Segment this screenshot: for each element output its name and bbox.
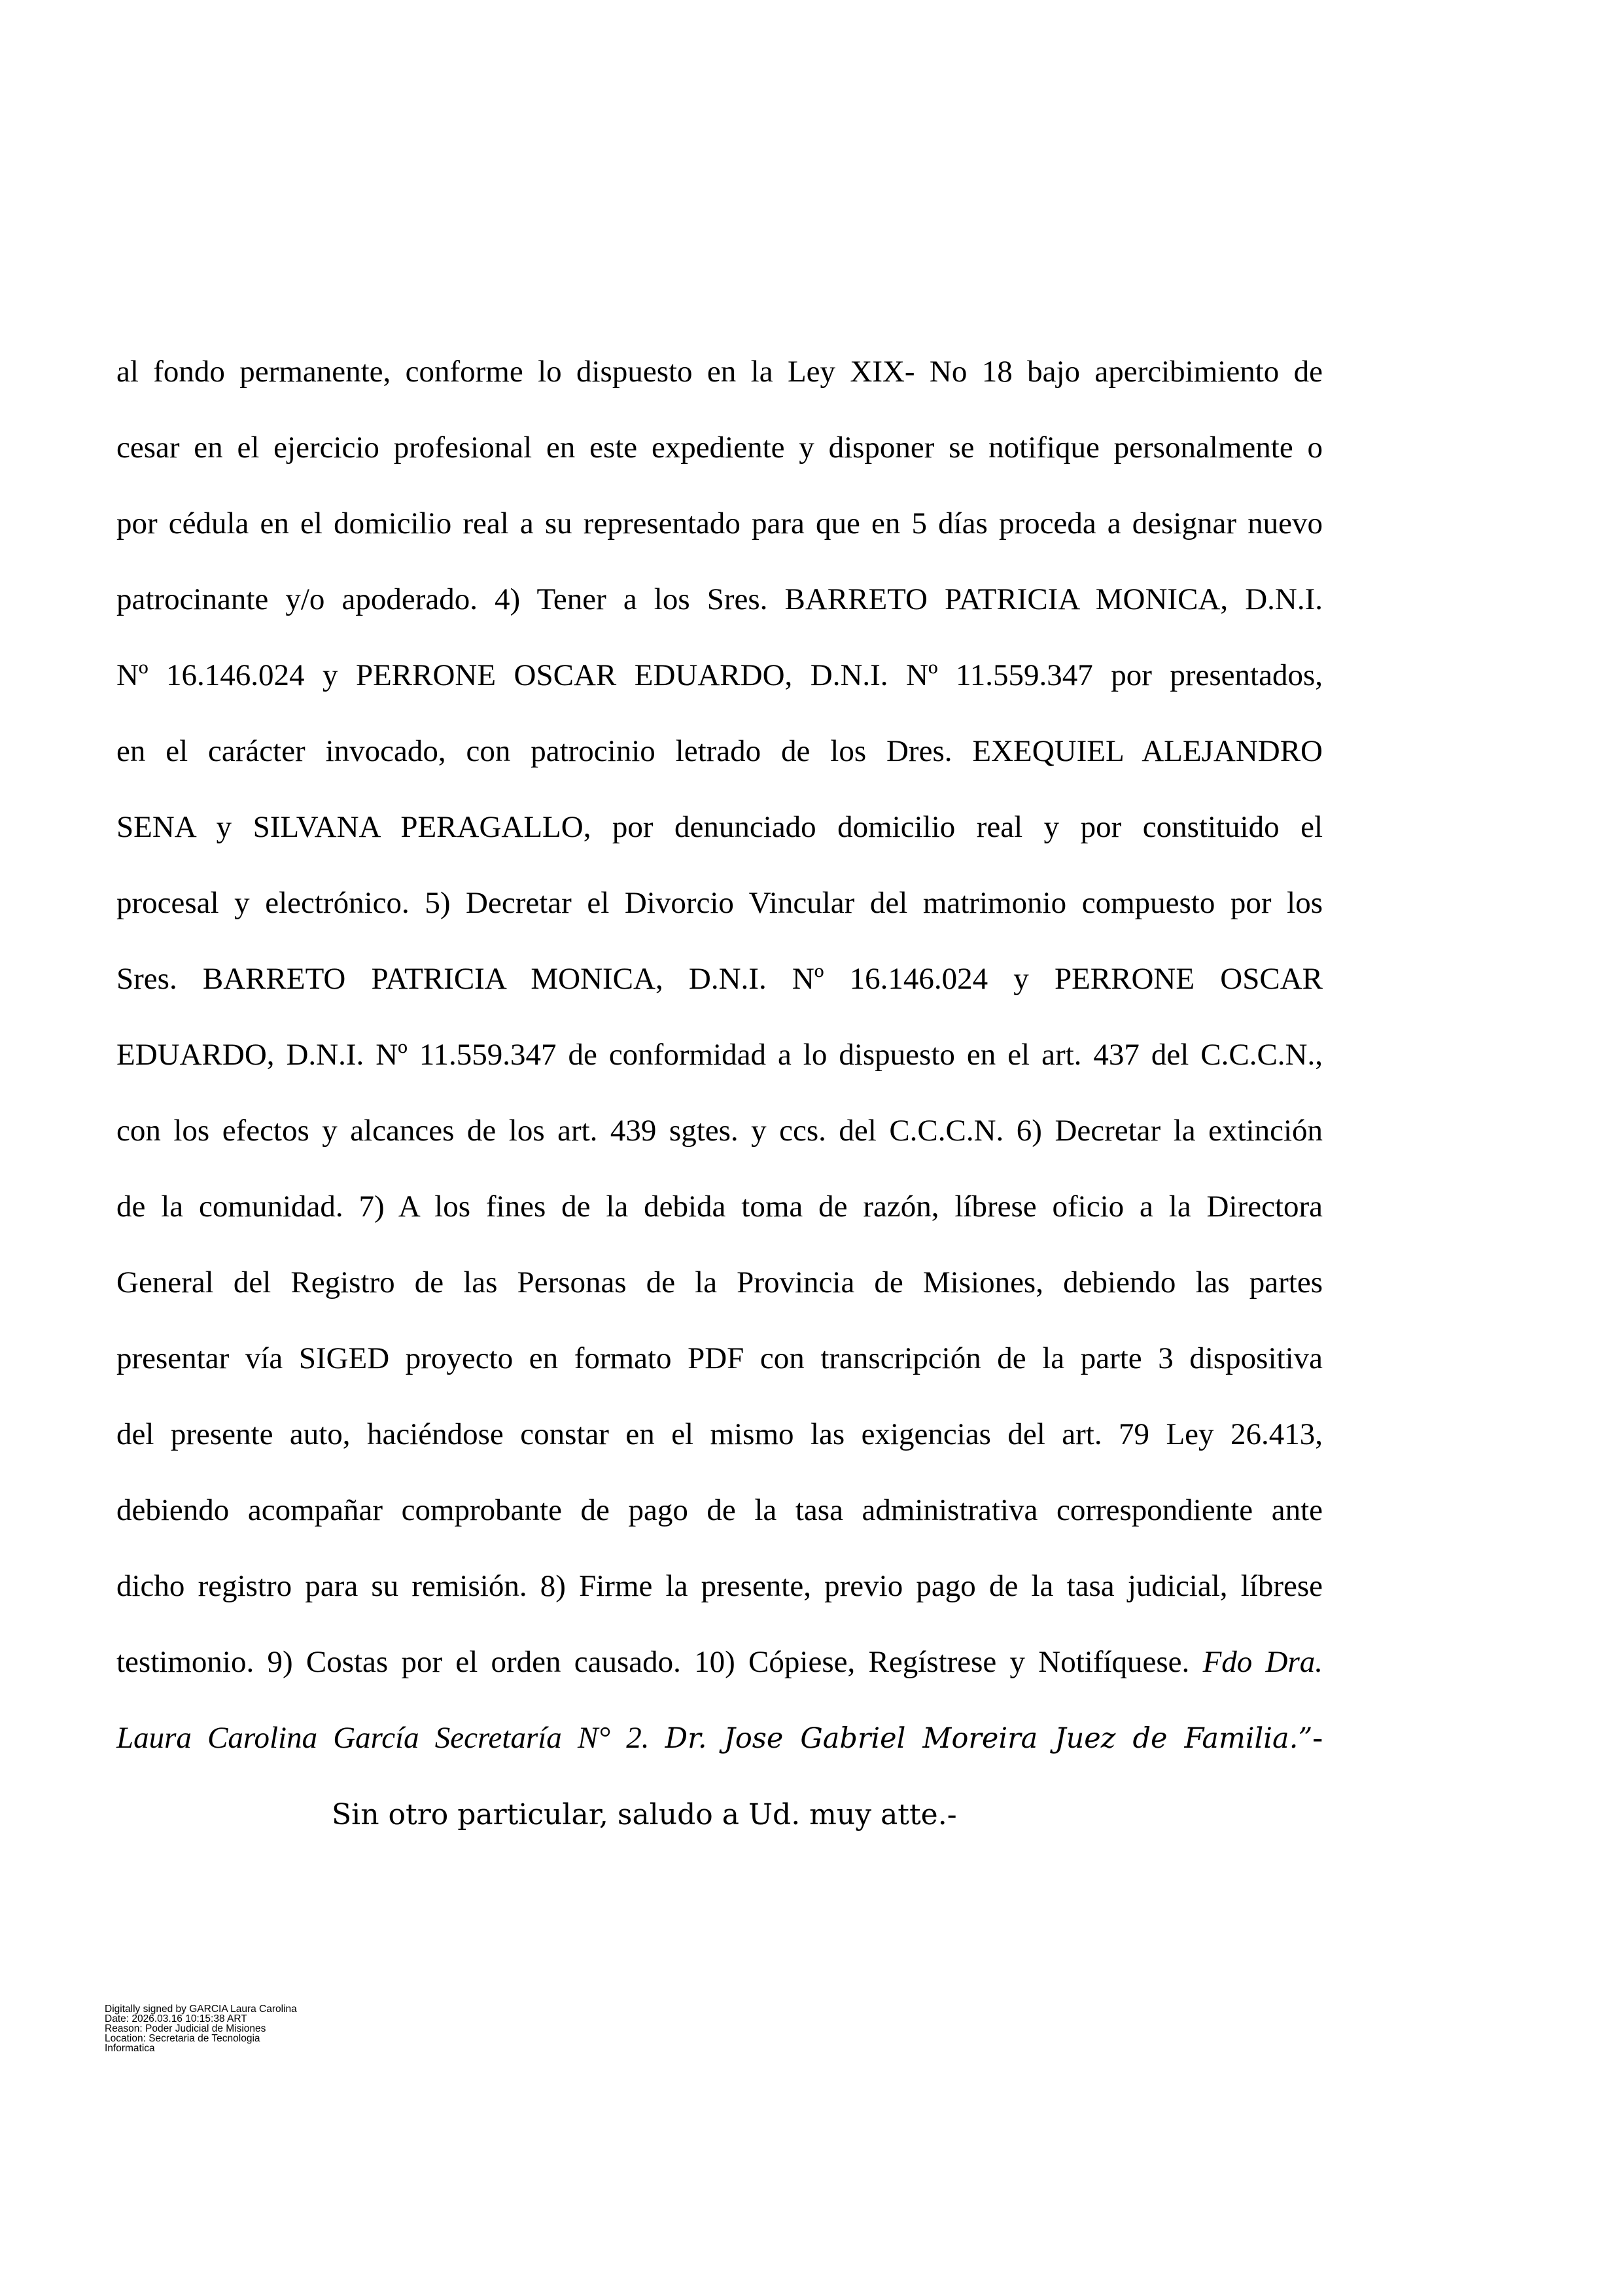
body-line: al fondo permanente, conforme lo dispuesto en la Ley XIX- No 18 bajo apercibimiento de (116, 355, 1323, 389)
body-line: de la comunidad. 7) A los fines de la debida toma de razón, líbrese oficio a la Directora (116, 1190, 1323, 1224)
body-line: General del Registro de las Personas de la Provincia de Misiones, debiendo las partes (116, 1265, 1323, 1299)
signature-location-cont: Informatica (105, 2043, 155, 2054)
body-line: EDUARDO, D.N.I. Nº 11.559.347 de conformidad a lo dispuesto en el art. 437 del C.C.C.N., (116, 1038, 1323, 1072)
body-line: debiendo acompañar comprobante de pago de la tasa administrativa correspondiente ante (116, 1493, 1323, 1527)
body-line: patrocinante y/o apoderado. 4) Tener a los Sres. BARRETO PATRICIA MONICA, D.N.I. (116, 582, 1323, 616)
body-line: con los efectos y alcances de los art. 439 sgtes. y ccs. del C.C.C.N. 6) Decretar la extinción (116, 1114, 1323, 1148)
body-line: SENA y SILVANA PERAGALLO, por denunciado domicilio real y por constituido el (116, 810, 1323, 844)
body-text-segment: testimonio. 9) Costas por el orden causado. 10) Cópiese, Regístrese y Notifíquese. (116, 1645, 1190, 1679)
body-line: dicho registro para su remisión. 8) Firme la presente, previo pago de la tasa judicial, líbrese (116, 1569, 1323, 1603)
signature-reason: Reason: Poder Judicial de Misiones (105, 2023, 266, 2034)
body-line: en el carácter invocado, con patrocinio letrado de los Dres. EXEQUIEL ALEJANDRO (116, 734, 1323, 768)
signed-by-label: Fdo Dra. (1202, 1645, 1323, 1679)
body-line: cesar en el ejercicio profesional en este expediente y disponer se notifique personalmente o (116, 431, 1323, 465)
body-line (116, 1700, 1323, 1776)
closing-salutation: Sin otro particular, saludo a Ud. muy atte.- (332, 1798, 957, 1831)
digital-signature-block (105, 2004, 297, 2053)
secretary-name: Laura Carolina García Secretaría N° 2. (116, 1721, 650, 1755)
dash: - (1312, 1721, 1323, 1755)
signature-location: Location: Secretaria de Tecnologia (105, 2033, 260, 2044)
judge-name: Dr. Jose Gabriel Moreira Juez de Familia.” (665, 1722, 1313, 1755)
body-line: procesal y electrónico. 5) Decretar el Divorcio Vincular del matrimonio compuesto por los (116, 886, 1323, 920)
resolution-body (116, 334, 1323, 1776)
body-line: del presente auto, haciéndose constar en el mismo las exigencias del art. 79 Ley 26.413, (116, 1417, 1323, 1451)
signature-signer: Digitally signed by GARCIA Laura Carolina (105, 2004, 297, 2015)
body-line (116, 1624, 1323, 1700)
body-line: por cédula en el domicilio real a su representado para que en 5 días proceda a designar nuevo (116, 506, 1323, 540)
body-line: Nº 16.146.024 y PERRONE OSCAR EDUARDO, D.N.I. Nº 11.559.347 por presentados, (116, 658, 1323, 692)
body-line: Sres. BARRETO PATRICIA MONICA, D.N.I. Nº 16.146.024 y PERRONE OSCAR (116, 962, 1323, 996)
body-line: presentar vía SIGED proyecto en formato PDF con transcripción de la parte 3 dispositiva (116, 1341, 1323, 1375)
signature-date: Date: 2026.03.16 10:15:38 ART (105, 2013, 247, 2024)
